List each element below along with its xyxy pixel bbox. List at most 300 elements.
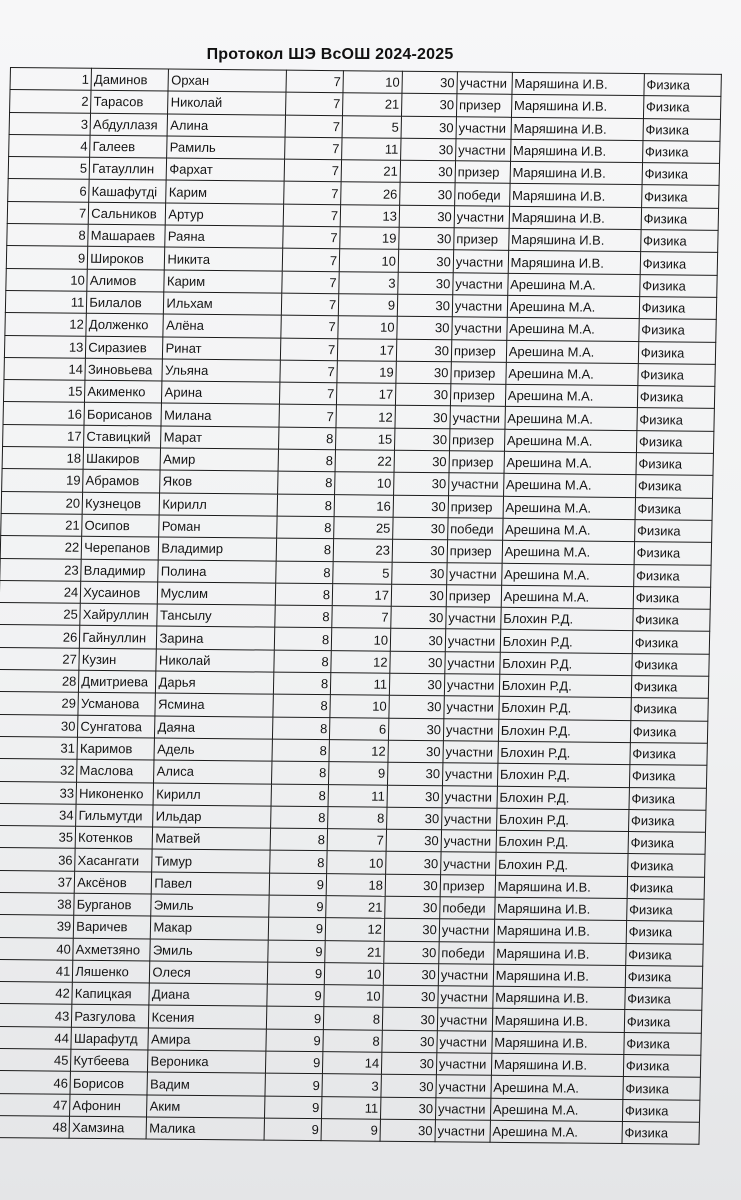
first-name-cell: Амир <box>160 448 278 471</box>
status-cell: участни <box>435 1120 490 1143</box>
max-score-cell: 30 <box>381 1075 436 1098</box>
row-number-cell: 14 <box>4 357 86 380</box>
last-name-cell: Варичев <box>74 916 152 939</box>
row-number-cell: 31 <box>0 736 78 759</box>
teacher-cell: Блохин Р.Д. <box>497 763 629 787</box>
row-number-cell: 29 <box>0 692 79 715</box>
grade-cell: 8 <box>275 628 332 651</box>
status-cell: призер <box>451 339 506 362</box>
score-cell: 10 <box>335 472 394 495</box>
first-name-cell: Рамиль <box>167 136 285 159</box>
teacher-cell: Блохин Р.Д. <box>499 674 631 698</box>
score-cell: 9 <box>321 1119 380 1142</box>
subject-cell: Физика <box>630 742 708 765</box>
first-name-cell: Карим <box>164 270 282 293</box>
first-name-cell: Кирилл <box>160 493 278 516</box>
max-score-cell: 30 <box>398 272 453 295</box>
max-score-cell: 30 <box>382 1008 437 1031</box>
max-score-cell: 30 <box>397 294 452 317</box>
last-name-cell: Алимов <box>87 269 165 292</box>
teacher-cell: Арешина М.А. <box>507 295 639 319</box>
first-name-cell: Николай <box>168 91 286 114</box>
grade-cell: 8 <box>272 761 329 784</box>
score-cell: 9 <box>329 762 388 785</box>
first-name-cell: Кирилл <box>153 782 271 805</box>
score-cell: 12 <box>329 740 388 763</box>
grade-cell: 7 <box>282 249 339 272</box>
score-cell: 11 <box>322 1096 381 1119</box>
max-score-cell: 30 <box>400 183 455 206</box>
subject-cell: Физика <box>627 854 705 877</box>
last-name-cell: Маслова <box>77 759 155 782</box>
row-number-cell: 8 <box>7 224 89 247</box>
row-number-cell: 39 <box>0 915 74 938</box>
grade-cell: 8 <box>274 650 331 673</box>
status-cell: участни <box>453 250 508 273</box>
row-number-cell: 26 <box>0 625 80 648</box>
last-name-cell: Бурганов <box>74 893 152 916</box>
subject-cell: Физика <box>631 698 709 721</box>
row-number-cell: 12 <box>5 313 87 336</box>
max-score-cell: 30 <box>386 829 441 852</box>
last-name-cell: Сунгатова <box>78 715 156 738</box>
first-name-cell: Тимур <box>152 849 270 872</box>
score-cell: 10 <box>338 316 397 339</box>
subject-cell: Физика <box>634 520 712 543</box>
max-score-cell: 30 <box>393 495 448 518</box>
grade-cell: 8 <box>270 851 327 874</box>
subject-cell: Физика <box>639 319 717 342</box>
row-number-cell: 36 <box>0 848 75 871</box>
score-cell: 19 <box>340 227 399 250</box>
grade-cell: 9 <box>268 962 325 985</box>
row-number-cell: 21 <box>1 513 83 536</box>
teacher-cell: Маряшина И.В. <box>511 117 643 141</box>
score-cell: 7 <box>332 606 391 629</box>
first-name-cell: Матвей <box>153 827 271 850</box>
max-score-cell: 30 <box>393 517 448 540</box>
teacher-cell: Маряшина И.В. <box>492 1031 624 1055</box>
last-name-cell: Гатауллин <box>89 157 167 180</box>
last-name-cell: Хусаинов <box>81 581 159 604</box>
status-cell: участни <box>453 272 508 295</box>
first-name-cell: Карим <box>166 181 284 204</box>
grade-cell: 8 <box>276 561 333 584</box>
subject-cell: Физика <box>640 252 718 275</box>
status-cell: участни <box>443 718 498 741</box>
first-name-cell: Вадим <box>147 1072 265 1095</box>
teacher-cell: Маряшина И.В. <box>493 986 625 1010</box>
first-name-cell: Тансылу <box>157 604 275 627</box>
last-name-cell: Абдуллазя <box>90 113 168 136</box>
max-score-cell: 30 <box>391 606 446 629</box>
last-name-cell: Владимир <box>81 559 159 582</box>
status-cell: участни <box>447 562 502 585</box>
status-cell: участни <box>437 1008 492 1031</box>
score-cell: 11 <box>342 138 401 161</box>
teacher-cell: Блохин Р.Д. <box>498 741 630 765</box>
status-cell: участни <box>442 763 497 786</box>
score-cell: 8 <box>323 1029 382 1052</box>
teacher-cell: Маряшина И.В. <box>494 920 626 944</box>
row-number-cell: 16 <box>3 402 85 425</box>
status-cell: участни <box>452 295 507 318</box>
status-cell: призер <box>454 228 509 251</box>
subject-cell: Физика <box>638 341 716 364</box>
max-score-cell: 30 <box>388 718 443 741</box>
grade-cell: 9 <box>268 940 325 963</box>
last-name-cell: Никоненко <box>76 782 154 805</box>
grade-cell: 7 <box>281 338 338 361</box>
score-cell: 16 <box>334 494 393 517</box>
grade-cell: 7 <box>284 159 341 182</box>
last-name-cell: Капицкая <box>72 982 150 1005</box>
row-number-cell: 17 <box>3 424 85 447</box>
last-name-cell: Усманова <box>78 693 156 716</box>
grade-cell: 8 <box>273 694 330 717</box>
status-cell: участни <box>445 629 500 652</box>
subject-cell: Физика <box>642 140 720 163</box>
status-cell: участни <box>437 1031 492 1054</box>
teacher-cell: Арешина М.А. <box>505 407 637 431</box>
teacher-cell: Арешина М.А. <box>504 451 636 475</box>
first-name-cell: Ильхам <box>164 292 282 315</box>
last-name-cell: Тарасов <box>91 91 169 114</box>
max-score-cell: 30 <box>394 473 449 496</box>
max-score-cell: 30 <box>391 584 446 607</box>
row-number-cell: 38 <box>0 892 74 915</box>
max-score-cell: 30 <box>398 250 453 273</box>
subject-cell: Физика <box>633 586 711 609</box>
status-cell: участни <box>438 964 493 987</box>
first-name-cell: Павел <box>152 872 270 895</box>
row-number-cell: 24 <box>0 580 81 603</box>
score-cell: 21 <box>341 160 400 183</box>
score-cell: 21 <box>326 896 385 919</box>
row-number-cell: 7 <box>7 201 89 224</box>
last-name-cell: Кузин <box>79 648 157 671</box>
subject-cell: Физика <box>625 943 703 966</box>
score-cell: 22 <box>335 450 394 473</box>
score-cell: 10 <box>343 71 402 94</box>
first-name-cell: Макар <box>151 916 269 939</box>
status-cell: призер <box>456 94 511 117</box>
max-score-cell: 30 <box>394 450 449 473</box>
score-cell: 11 <box>330 673 389 696</box>
row-number-cell: 28 <box>0 669 79 692</box>
first-name-cell: Никита <box>165 247 283 270</box>
row-number-cell: 48 <box>0 1115 70 1138</box>
subject-cell: Физика <box>636 453 714 476</box>
first-name-cell: Николай <box>156 649 274 672</box>
teacher-cell: Маряшина И.В. <box>494 897 626 921</box>
subject-cell: Физика <box>637 386 715 409</box>
teacher-cell: Арешина М.А. <box>507 318 639 342</box>
grade-cell: 7 <box>283 204 340 227</box>
results-table-body <box>0 68 721 1145</box>
status-cell: участни <box>444 696 499 719</box>
grade-cell: 8 <box>271 806 328 829</box>
first-name-cell: Амира <box>148 1028 266 1051</box>
max-score-cell: 30 <box>392 562 447 585</box>
row-number-cell: 9 <box>6 246 88 269</box>
last-name-cell: Абрамов <box>83 470 161 493</box>
row-number-cell: 13 <box>4 335 86 358</box>
last-name-cell: Акименко <box>85 380 163 403</box>
max-score-cell: 30 <box>381 1052 436 1075</box>
subject-cell: Физика <box>628 809 706 832</box>
max-score-cell: 30 <box>384 919 439 942</box>
subject-cell: Физика <box>631 676 709 699</box>
max-score-cell: 30 <box>399 205 454 228</box>
max-score-cell: 30 <box>390 651 445 674</box>
last-name-cell: Ставицкий <box>84 425 162 448</box>
max-score-cell: 30 <box>387 807 442 830</box>
last-name-cell: Машараев <box>88 224 166 247</box>
subject-cell: Физика <box>639 274 717 297</box>
teacher-cell: Маряшина И.В. <box>495 875 627 899</box>
teacher-cell: Маряшина И.В. <box>512 72 644 96</box>
teacher-cell: Блохин Р.Д. <box>500 630 632 654</box>
max-score-cell: 30 <box>383 985 438 1008</box>
score-cell: 10 <box>331 628 390 651</box>
last-name-cell: Гильмутди <box>76 804 154 827</box>
score-cell: 17 <box>332 584 391 607</box>
subject-cell: Физика <box>633 564 711 587</box>
status-cell: участни <box>444 674 499 697</box>
last-name-cell: Шарафутд <box>71 1027 149 1050</box>
grade-cell: 8 <box>273 717 330 740</box>
teacher-cell: Маряшина И.В. <box>493 964 625 988</box>
teacher-cell: Маряшина И.В. <box>511 95 643 119</box>
last-name-cell: Разгулова <box>72 1005 150 1028</box>
grade-cell: 7 <box>283 226 340 249</box>
max-score-cell: 30 <box>400 160 455 183</box>
max-score-cell: 30 <box>401 116 456 139</box>
grade-cell: 8 <box>277 494 334 517</box>
first-name-cell: Ясмина <box>155 693 273 716</box>
max-score-cell: 30 <box>392 539 447 562</box>
score-cell: 3 <box>322 1074 381 1097</box>
teacher-cell: Блохин Р.Д. <box>500 652 632 676</box>
last-name-cell: Широков <box>88 247 166 270</box>
row-number-cell: 6 <box>8 179 90 202</box>
teacher-cell: Арешина М.А. <box>504 429 636 453</box>
row-number-cell: 27 <box>0 647 80 670</box>
subject-cell: Физика <box>640 230 718 253</box>
teacher-cell: Арешина М.А. <box>507 273 639 297</box>
last-name-cell: Кузнецов <box>82 492 160 515</box>
teacher-cell: Маряшина И.В. <box>508 228 640 252</box>
teacher-cell: Арешина М.А. <box>502 518 634 542</box>
row-number-cell: 40 <box>0 937 74 960</box>
row-number-cell: 11 <box>5 290 87 313</box>
score-cell: 18 <box>326 873 385 896</box>
row-number-cell: 44 <box>0 1026 72 1049</box>
row-number-cell: 30 <box>0 714 78 737</box>
first-name-cell: Фархат <box>167 158 285 181</box>
last-name-cell: Галеев <box>90 135 168 158</box>
results-table <box>0 67 722 1145</box>
grade-cell: 8 <box>277 516 334 539</box>
max-score-cell: 30 <box>388 762 443 785</box>
max-score-cell: 30 <box>382 1030 437 1053</box>
subject-cell: Физика <box>622 1121 700 1144</box>
row-number-cell: 1 <box>10 68 92 91</box>
first-name-cell: Марат <box>161 426 279 449</box>
row-number-cell: 3 <box>9 112 91 135</box>
status-cell: призер <box>447 540 502 563</box>
score-cell: 21 <box>343 93 402 116</box>
row-number-cell: 5 <box>8 157 90 180</box>
subject-cell: Физика <box>643 118 721 141</box>
grade-cell: 9 <box>269 895 326 918</box>
teacher-cell: Маряшина И.В. <box>509 184 641 208</box>
grade-cell: 8 <box>270 828 327 851</box>
subject-cell: Физика <box>635 497 713 520</box>
max-score-cell: 30 <box>385 896 440 919</box>
subject-cell: Физика <box>627 876 705 899</box>
teacher-cell: Арешина М.А. <box>506 340 638 364</box>
last-name-cell: Аксёнов <box>74 871 152 894</box>
max-score-cell: 30 <box>387 785 442 808</box>
teacher-cell: Арешина М.А. <box>491 1076 623 1100</box>
teacher-cell: Арешина М.А. <box>505 384 637 408</box>
first-name-cell: Олеся <box>150 961 268 984</box>
teacher-cell: Блохин Р.Д. <box>499 697 631 721</box>
first-name-cell: Адель <box>154 738 272 761</box>
subject-cell: Физика <box>626 921 704 944</box>
row-number-cell: 25 <box>0 603 81 626</box>
max-score-cell: 30 <box>384 941 439 964</box>
status-cell: участни <box>445 651 500 674</box>
grade-cell: 9 <box>265 1096 322 1119</box>
status-cell: участни <box>436 1053 491 1076</box>
row-number-cell: 15 <box>3 380 85 403</box>
first-name-cell: Роман <box>159 515 277 538</box>
grade-cell: 8 <box>276 538 333 561</box>
first-name-cell: Полина <box>158 560 276 583</box>
status-cell: призер <box>446 585 501 608</box>
subject-cell: Физика <box>624 1032 702 1055</box>
last-name-cell: Сиразиев <box>86 336 164 359</box>
max-score-cell: 30 <box>402 94 457 117</box>
max-score-cell: 30 <box>389 673 444 696</box>
grade-cell: 8 <box>272 739 329 762</box>
score-cell: 13 <box>340 204 399 227</box>
status-cell: призер <box>451 362 506 385</box>
score-cell: 12 <box>325 918 384 941</box>
teacher-cell: Маряшина И.В. <box>492 1009 624 1033</box>
max-score-cell: 30 <box>396 361 451 384</box>
first-name-cell: Даяна <box>155 716 273 739</box>
subject-cell: Физика <box>642 163 720 186</box>
first-name-cell: Арина <box>162 381 280 404</box>
first-name-cell: Малика <box>146 1117 264 1140</box>
first-name-cell: Эмиль <box>151 894 269 917</box>
max-score-cell: 30 <box>383 963 438 986</box>
row-number-cell: 4 <box>9 134 91 157</box>
first-name-cell: Алиса <box>154 760 272 783</box>
max-score-cell: 30 <box>396 339 451 362</box>
status-cell: призер <box>440 874 495 897</box>
score-cell: 10 <box>327 851 386 874</box>
subject-cell: Физика <box>632 653 710 676</box>
status-cell: участни <box>441 808 496 831</box>
subject-cell: Физика <box>636 430 714 453</box>
last-name-cell: Хамзина <box>69 1116 147 1139</box>
score-cell: 9 <box>338 294 397 317</box>
grade-cell: 7 <box>279 405 336 428</box>
first-name-cell: Зарина <box>157 626 275 649</box>
grade-cell: 7 <box>282 293 339 316</box>
status-cell: участни <box>441 830 496 853</box>
teacher-cell: Маряшина И.В. <box>491 1053 623 1077</box>
first-name-cell: Артур <box>166 203 284 226</box>
teacher-cell: Арешина М.А. <box>501 585 633 609</box>
subject-cell: Физика <box>622 1099 700 1122</box>
grade-cell: 9 <box>267 984 324 1007</box>
grade-cell: 9 <box>268 917 325 940</box>
status-cell: участни <box>448 473 503 496</box>
first-name-cell: Эмиль <box>150 939 268 962</box>
subject-cell: Физика <box>623 1077 701 1100</box>
row-number-cell: 47 <box>0 1093 70 1116</box>
max-score-cell: 30 <box>385 874 440 897</box>
score-cell: 15 <box>336 427 395 450</box>
grade-cell: 8 <box>279 427 336 450</box>
row-number-cell: 33 <box>0 781 77 804</box>
grade-cell: 7 <box>281 315 338 338</box>
max-score-cell: 30 <box>401 138 456 161</box>
grade-cell: 7 <box>286 92 343 115</box>
first-name-cell: Ксения <box>149 1005 267 1028</box>
grade-cell: 8 <box>278 471 335 494</box>
first-name-cell: Яков <box>160 470 278 493</box>
teacher-cell: Арешина М.А. <box>490 1098 622 1122</box>
last-name-cell: Долженко <box>86 314 164 337</box>
last-name-cell: Афонин <box>70 1094 148 1117</box>
max-score-cell: 30 <box>402 71 457 94</box>
status-cell: призер <box>448 495 503 518</box>
subject-cell: Физика <box>643 96 721 119</box>
first-name-cell: Алёна <box>163 314 281 337</box>
subject-cell: Физика <box>644 74 722 97</box>
teacher-cell: Маряшина И.В. <box>510 162 642 186</box>
score-cell: 5 <box>333 561 392 584</box>
score-cell: 8 <box>323 1007 382 1030</box>
score-cell: 12 <box>336 405 395 428</box>
subject-cell: Физика <box>637 408 715 431</box>
first-name-cell: Дарья <box>156 671 274 694</box>
first-name-cell: Ринат <box>163 337 281 360</box>
score-cell: 3 <box>339 271 398 294</box>
subject-cell: Физика <box>625 988 703 1011</box>
status-cell: участни <box>456 116 511 139</box>
grade-cell: 9 <box>265 1073 322 1096</box>
row-number-cell: 41 <box>0 959 73 982</box>
last-name-cell: Хайруллин <box>80 603 158 626</box>
subject-cell: Физика <box>623 1055 701 1078</box>
status-cell: участни <box>440 852 495 875</box>
last-name-cell: Кутбеева <box>71 1049 149 1072</box>
row-number-cell: 2 <box>10 90 92 113</box>
teacher-cell: Блохин Р.Д. <box>498 719 630 743</box>
status-cell: призер <box>455 161 510 184</box>
status-cell: участни <box>454 206 509 229</box>
max-score-cell: 30 <box>395 406 450 429</box>
teacher-cell: Маряшина И.В. <box>493 942 625 966</box>
